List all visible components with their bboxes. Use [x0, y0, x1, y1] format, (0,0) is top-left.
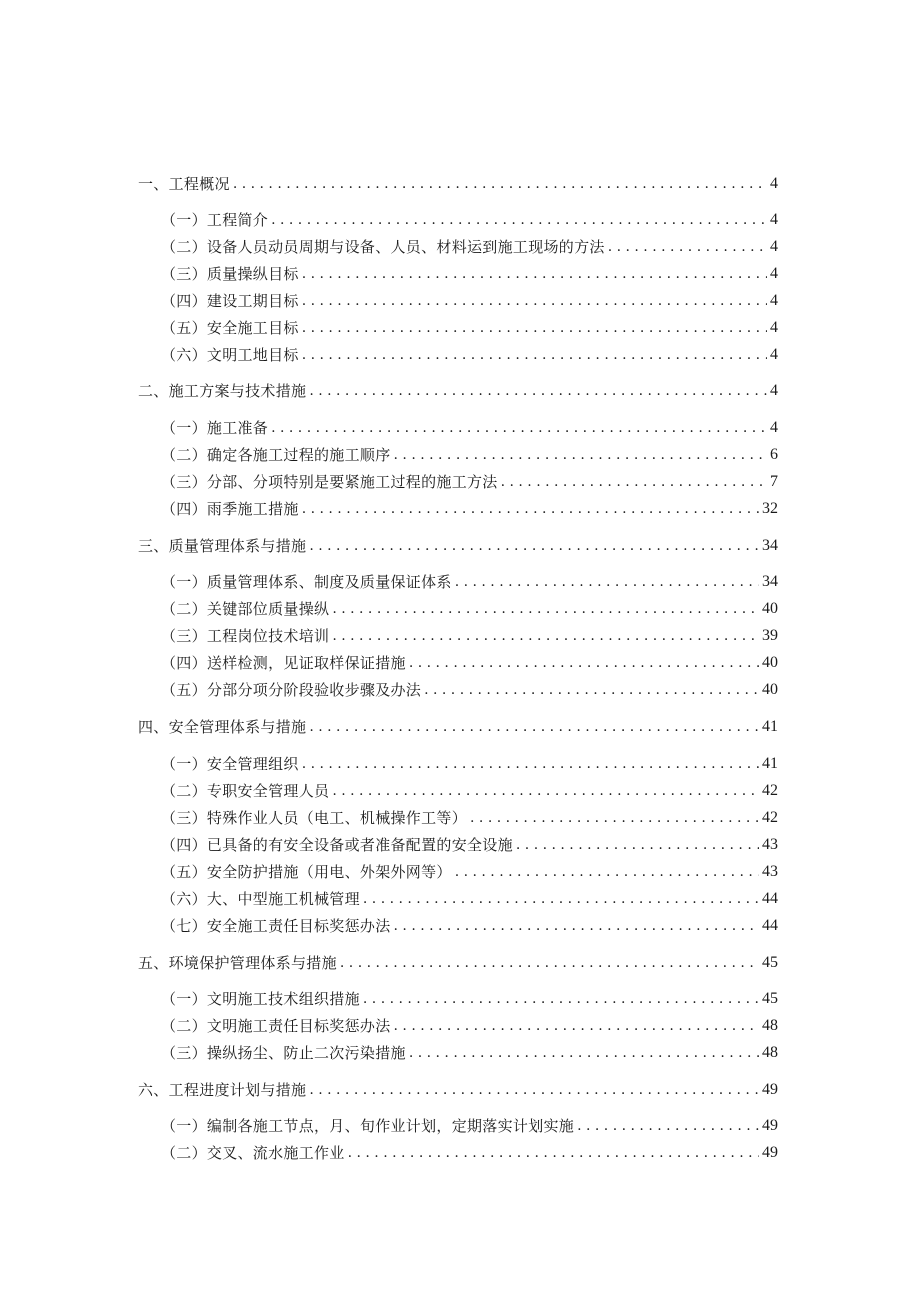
toc-subsection-entry[interactable] [161, 780, 778, 802]
toc-entry-title: 二、施工方案与技术措施 [138, 382, 307, 400]
toc-page-number: 49 [762, 1117, 778, 1134]
toc-page-number: 4 [770, 238, 778, 255]
toc-entry-title: （二）交叉、流水施工作业 [161, 1144, 345, 1162]
toc-dot-leader [394, 1015, 759, 1037]
toc-dot-leader [302, 290, 767, 312]
toc-page-number: 40 [762, 600, 778, 617]
toc-dot-leader [302, 317, 767, 339]
toc-dot-leader [332, 625, 759, 647]
toc-entry-title: 四、安全管理体系与措施 [138, 718, 307, 736]
toc-page-number: 4 [770, 382, 778, 399]
toc-dot-leader [340, 952, 759, 974]
toc-subsection-entry[interactable] [161, 498, 778, 520]
toc-page-number: 43 [762, 863, 778, 880]
toc-subsection-entry[interactable] [161, 679, 778, 701]
toc-page-number: 32 [762, 500, 778, 517]
toc-entry-title: （二）专职安全管理人员 [161, 782, 330, 800]
toc-page-number: 45 [762, 954, 778, 971]
toc-subsection-entry[interactable] [161, 209, 778, 231]
toc-dot-leader [501, 471, 767, 493]
toc-entry-title: （五）分部分项分阶段验收步骤及办法 [161, 681, 422, 699]
toc-dot-leader [409, 1042, 759, 1064]
toc-dot-leader [470, 807, 759, 829]
toc-entry-title: （一）安全管理组织 [161, 755, 299, 773]
toc-subsection-entry[interactable] [161, 861, 778, 883]
toc-page-number: 48 [762, 1017, 778, 1034]
toc-page-number: 4 [770, 175, 778, 192]
toc-page-number: 40 [762, 654, 778, 671]
toc-entry-title: （二）文明施工责任目标奖惩办法 [161, 1017, 391, 1035]
toc-dot-leader [302, 263, 767, 285]
toc-subsection-entry[interactable] [161, 263, 778, 285]
toc-entry-title: （一）质量管理体系、制度及质量保证体系 [161, 573, 452, 591]
toc-subsection-entry[interactable] [161, 1015, 778, 1037]
toc-subsection-entry[interactable] [161, 652, 778, 674]
toc-entry-title: （四）已具备的有安全设备或者准备配置的安全设施 [161, 836, 513, 854]
toc-subsection-entry[interactable] [161, 236, 778, 258]
toc-entry-title: （一）工程简介 [161, 211, 269, 229]
toc-subsection-entry[interactable] [161, 625, 778, 647]
toc-section-entry[interactable] [138, 380, 778, 402]
toc-entry-title: （二）确定各施工过程的施工顺序 [161, 446, 391, 464]
toc-subsection-entry[interactable] [161, 1115, 778, 1137]
toc-dot-leader [233, 173, 767, 195]
toc-section-entry[interactable] [138, 952, 778, 974]
toc-entry-title: （七）安全施工责任目标奖惩办法 [161, 917, 391, 935]
toc-entry-title: （三）工程岗位技术培训 [161, 627, 330, 645]
toc-entry-title: （六）大、中型施工机械管理 [161, 890, 360, 908]
toc-page-number: 4 [770, 211, 778, 228]
toc-dot-leader [363, 888, 759, 910]
toc-entry-title: （五）安全施工目标 [161, 319, 299, 337]
toc-dot-leader [424, 679, 759, 701]
toc-dot-leader [608, 236, 767, 258]
toc-dot-leader [271, 417, 767, 439]
toc-section-entry[interactable] [138, 1079, 778, 1101]
toc-dot-leader [455, 571, 759, 593]
toc-page-number: 42 [762, 782, 778, 799]
toc-entry-title: （四）建设工期目标 [161, 292, 299, 310]
toc-subsection-entry[interactable] [161, 1142, 778, 1164]
toc-section-entry[interactable] [138, 535, 778, 557]
toc-subsection-entry[interactable] [161, 290, 778, 312]
toc-page-number: 4 [770, 319, 778, 336]
toc-page-number: 41 [762, 718, 778, 735]
toc-subsection-entry[interactable] [161, 317, 778, 339]
toc-page-number: 44 [762, 890, 778, 907]
toc-dot-leader [302, 344, 767, 366]
toc-dot-leader [516, 834, 759, 856]
toc-dot-leader [302, 498, 759, 520]
toc-dot-leader [302, 753, 759, 775]
toc-page-number: 34 [762, 537, 778, 554]
toc-subsection-entry[interactable] [161, 988, 778, 1010]
toc-entry-title: （二）设备人员动员周期与设备、人员、材料运到施工现场的方法 [161, 238, 605, 256]
toc-page-number: 49 [762, 1081, 778, 1098]
toc-page-number: 42 [762, 809, 778, 826]
toc-dot-leader [394, 444, 767, 466]
toc-dot-leader [363, 988, 759, 1010]
toc-dot-leader [348, 1142, 759, 1164]
toc-entry-title: （三）特殊作业人员（电工、机械操作工等） [161, 809, 468, 827]
toc-entry-title: （六）文明工地目标 [161, 346, 299, 364]
toc-subsection-entry[interactable] [161, 753, 778, 775]
toc-entry-title: （三）操纵扬尘、防止二次污染措施 [161, 1044, 406, 1062]
toc-subsection-entry[interactable] [161, 888, 778, 910]
toc-dot-leader [309, 716, 759, 738]
toc-page-number: 48 [762, 1044, 778, 1061]
toc-page-number: 7 [770, 473, 778, 490]
toc-page-number: 44 [762, 917, 778, 934]
toc-dot-leader [577, 1115, 759, 1137]
toc-entry-title: （一）编制各施工节点，月、旬作业计划，定期落实计划实施 [161, 1117, 575, 1135]
toc-entry-title: （二）关键部位质量操纵 [161, 600, 330, 618]
toc-subsection-entry[interactable] [161, 807, 778, 829]
toc-page-number: 4 [770, 292, 778, 309]
toc-page-number: 34 [762, 573, 778, 590]
toc-dot-leader [394, 915, 759, 937]
toc-page-number: 49 [762, 1144, 778, 1161]
toc-subsection-entry[interactable] [161, 417, 778, 439]
toc-subsection-entry[interactable] [161, 834, 778, 856]
toc-page-number: 41 [762, 755, 778, 772]
toc-subsection-entry[interactable] [161, 598, 778, 620]
toc-entry-title: 六、工程进度计划与措施 [138, 1081, 307, 1099]
toc-dot-leader [309, 535, 759, 557]
toc-dot-leader [332, 598, 759, 620]
toc-entry-title: （一）文明施工技术组织措施 [161, 990, 360, 1008]
toc-subsection-entry[interactable] [161, 1042, 778, 1064]
toc-page-number: 39 [762, 627, 778, 644]
toc-entry-title: （三）分部、分项特别是要紧施工过程的施工方法 [161, 473, 498, 491]
toc-subsection-entry[interactable] [161, 444, 778, 466]
toc-section-entry[interactable] [138, 173, 778, 195]
toc-page-number: 45 [762, 990, 778, 1007]
toc-entry-title: （三）质量操纵目标 [161, 265, 299, 283]
toc-dot-leader [409, 652, 759, 674]
toc-dot-leader [332, 780, 759, 802]
toc-entry-title: （五）安全防护措施（用电、外架外网等） [161, 863, 452, 881]
toc-dot-leader [455, 861, 759, 883]
toc-entry-title: （一）施工准备 [161, 419, 269, 437]
toc-section-entry[interactable] [138, 716, 778, 738]
toc-dot-leader [309, 380, 767, 402]
toc-subsection-entry[interactable] [161, 571, 778, 593]
toc-dot-leader [309, 1079, 759, 1101]
toc-subsection-entry[interactable] [161, 471, 778, 493]
toc-page-number: 6 [770, 446, 778, 463]
toc-page-number: 40 [762, 681, 778, 698]
toc-subsection-entry[interactable] [161, 344, 778, 366]
toc-entry-title: 三、质量管理体系与措施 [138, 537, 307, 555]
toc-entry-title: 五、环境保护管理体系与措施 [138, 954, 337, 972]
toc-page-number: 4 [770, 346, 778, 363]
toc-page-number: 4 [770, 265, 778, 282]
toc-entry-title: 一、工程概况 [138, 175, 230, 193]
toc-entry-title: （四）送样检测，见证取样保证措施 [161, 654, 406, 672]
toc-entry-title: （四）雨季施工措施 [161, 500, 299, 518]
toc-page-number: 4 [770, 419, 778, 436]
toc-page-number: 43 [762, 836, 778, 853]
toc-subsection-entry[interactable] [161, 915, 778, 937]
toc-dot-leader [271, 209, 767, 231]
